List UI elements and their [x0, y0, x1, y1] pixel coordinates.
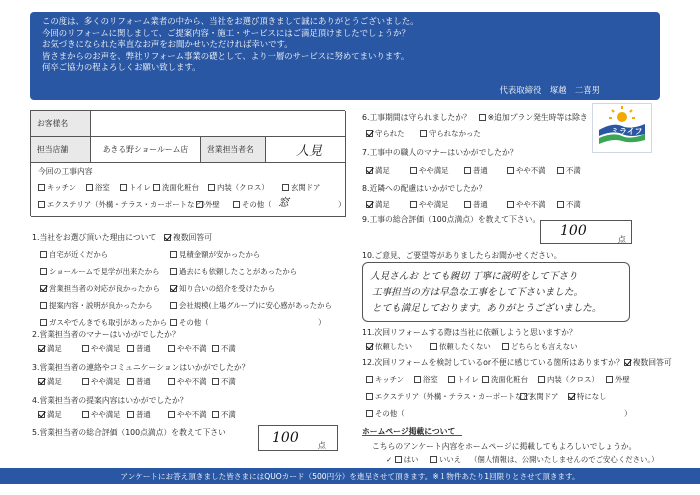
comment-line: 工事担当の方は早急な工事をして下さいました。: [372, 287, 584, 298]
q6-option[interactable]: 守られなかった: [420, 128, 481, 139]
store-value: あきる野ショールーム店: [91, 137, 201, 163]
q9-title: 9.工事の総合評価（100点満点）を教えて下さい。: [362, 215, 541, 224]
q11-option[interactable]: 依頼したい: [366, 341, 412, 352]
checkbox-icon[interactable]: [86, 184, 93, 191]
comment-line: 人見さんお とても親切 丁寧に説明をして下さり: [370, 271, 578, 282]
rep-label: 営業担当者名: [201, 137, 266, 163]
q3-option[interactable]: やや不満: [168, 376, 207, 387]
q7-option[interactable]: やや満足: [410, 165, 449, 176]
comment-line: とても満足しております。ありがとうございました。: [372, 303, 602, 314]
q9-score: 100: [560, 223, 587, 239]
q3-option[interactable]: やや満足: [82, 376, 121, 387]
work-option[interactable]: 内装（クロス）: [208, 182, 269, 193]
q12-option[interactable]: 外壁: [606, 374, 630, 385]
q8-title: 8.近隣への配慮はいかがでしたか？: [362, 184, 487, 193]
q7-title: 7.工事中の職人のマナーはいかがでしたか？: [362, 148, 518, 157]
q1-title: 1.当社をお選び頂いた理由について 複数回答可: [32, 233, 213, 242]
work-other-value: 窓: [278, 196, 289, 209]
work-option[interactable]: 外壁: [196, 199, 220, 210]
q12-option[interactable]: その他（: [366, 408, 405, 419]
store-label: 担当店舗: [31, 137, 91, 163]
rep-field[interactable]: [266, 137, 346, 163]
q1-option[interactable]: ショールームで見学が出来たから: [40, 266, 160, 277]
q12-title: 12.次回リフォームを検討しているor不便に感じている箇所はありますか？ 複数回答可: [362, 358, 672, 367]
q6-title: 6.工事期間は守られましたか？ ※追加プラン発生時等は除き: [362, 113, 588, 122]
q4-option[interactable]: 普通: [127, 409, 151, 420]
q8-option[interactable]: やや不満: [507, 199, 546, 210]
q6-option[interactable]: 守られた: [366, 128, 405, 139]
q5-score: 100: [272, 430, 299, 446]
q4-option[interactable]: 満足: [38, 409, 62, 420]
checkbox-icon[interactable]: [153, 184, 160, 191]
company-logo: [592, 103, 652, 153]
q1-option[interactable]: ガスやでんきでも取引があったから: [40, 317, 167, 328]
hp-no-option[interactable]: いいえ: [430, 454, 461, 465]
q7-option[interactable]: やや不満: [507, 165, 546, 176]
q3-option[interactable]: 満足: [38, 376, 62, 387]
greeting-line: 皆さまからのお声を、弊社リフォーム事業の礎として、より一層のサービスに努めてまいります。: [42, 50, 410, 61]
q8-option[interactable]: 不満: [557, 199, 581, 210]
q11-option[interactable]: どちらとも言えない: [502, 341, 578, 352]
greeting-banner: [30, 12, 660, 100]
greeting-line: 何卒ご協力の程よろしくお願い致します。: [42, 62, 201, 72]
hp-title: ホームページ掲載について: [362, 427, 456, 436]
hp-question: こちらのアンケート内容をホームページに掲載してもよろしいでしょうか。: [372, 442, 637, 451]
q11-title: 11.次回リフォームする際は当社に依頼しようと思いますか？: [362, 328, 577, 337]
q12-option[interactable]: エクステリア（外構・テラス・カーポートなど）: [366, 391, 537, 402]
checkbox-icon[interactable]: [38, 184, 45, 191]
q5-unit: 点: [318, 441, 326, 450]
q1-option[interactable]: 会社規模(上場グループ)に安心感があったから: [170, 300, 332, 311]
greeting-line: お気づきになられた率直なお声をお聞かせいただければ幸いです。: [42, 39, 293, 49]
customer-field[interactable]: [91, 111, 346, 137]
q1-option[interactable]: 提案内容・説明が良かったから: [40, 300, 152, 311]
q2-option[interactable]: 不満: [212, 343, 236, 354]
q4-title: 4.営業担当者の提案内容はいかがでしたか？: [32, 396, 188, 405]
q8-option[interactable]: 普通: [464, 199, 488, 210]
q12-option[interactable]: 洗面化粧台: [482, 374, 528, 385]
paren-close: ）: [624, 409, 632, 418]
work-title: 今回の工事内容: [38, 167, 93, 176]
q1-option[interactable]: 過去にも依頼したことがあったから: [170, 266, 297, 277]
q1-option[interactable]: 自宅が近くだから: [40, 249, 108, 260]
q2-option[interactable]: やや不満: [168, 343, 207, 354]
q4-option[interactable]: やや満足: [82, 409, 121, 420]
checkbox-icon[interactable]: [282, 184, 289, 191]
q10-title: 10.ご意見、ご要望等がありましたらお聞かせください。: [362, 251, 562, 260]
q3-option[interactable]: 普通: [127, 376, 151, 387]
q1-option[interactable]: 知り合いの紹介を受けたから: [170, 283, 275, 294]
footer-banner: アンケートにお答え頂きました皆さまにはQUOカード（500円分）を進呈させて頂きます。※１物件あたり1回限りとさせて頂きます。: [0, 468, 700, 484]
q4-option[interactable]: 不満: [212, 409, 236, 420]
q12-option[interactable]: 浴室: [414, 374, 438, 385]
rep-value: 人見: [296, 144, 323, 159]
checkbox-icon[interactable]: [120, 184, 127, 191]
q12-option[interactable]: トイレ: [448, 374, 479, 385]
q3-option[interactable]: 不満: [212, 376, 236, 387]
work-option[interactable]: その他（: [233, 199, 272, 210]
paren-close: ）: [318, 318, 326, 327]
q2-title: 2.営業担当者のマナーはいかがでしたか？: [32, 330, 180, 339]
q5-title: 5.営業担当者の総合評価（100点満点）を教えて下さい: [32, 428, 226, 437]
paren-close: ）: [338, 200, 346, 209]
work-option[interactable]: 洗面化粧台: [153, 182, 199, 193]
q1-option[interactable]: その他（: [170, 317, 209, 328]
q9-unit: 点: [618, 235, 626, 244]
work-option[interactable]: 玄関ドア: [282, 182, 320, 193]
q1-option[interactable]: 営業担当者の対応が良かったから: [40, 283, 160, 294]
checkbox-icon[interactable]: [196, 201, 203, 208]
greeting-line: この度は、多くのリフォーム業者の中から、当社をお選び頂きまして誠にありがとうございました。: [42, 16, 419, 26]
work-option[interactable]: キッチン: [38, 182, 76, 193]
checkbox-icon[interactable]: [38, 201, 45, 208]
q2-option[interactable]: 普通: [127, 343, 151, 354]
hp-title-underline: [362, 435, 462, 436]
hp-yes-option[interactable]: ✓ はい: [386, 455, 419, 464]
work-option[interactable]: 浴室: [86, 182, 110, 193]
checkbox-icon[interactable]: [233, 201, 240, 208]
check-mark-icon: ✓: [386, 455, 393, 464]
checkbox-icon: [164, 234, 171, 241]
q7-option[interactable]: 満足: [366, 165, 390, 176]
q12-option[interactable]: 内装（クロス）: [538, 374, 599, 385]
work-option[interactable]: エクステリア（外構・テラス・カーポートなど）: [38, 199, 209, 210]
q3-title: 3.営業担当者の連絡やコミュニケーションはいかがでしたか？: [32, 363, 250, 372]
q7-option[interactable]: 普通: [464, 165, 488, 176]
q11-option[interactable]: 依頼したくない: [430, 341, 491, 352]
q12-option[interactable]: キッチン: [366, 374, 404, 385]
q4-option[interactable]: やや不満: [168, 409, 207, 420]
q8-option[interactable]: やや満足: [410, 199, 449, 210]
signature: 代表取締役 塚越 二喜男: [499, 85, 600, 95]
logo-text: ミライフ: [611, 127, 643, 136]
q12-option[interactable]: 特になし: [568, 391, 607, 402]
q1-option[interactable]: 見積金額が安かったから: [170, 249, 260, 260]
greeting-line: 今回のリフォームに関しまして、ご提案内容・施工・サービスにはご満足頂けましたでしょうか？: [42, 27, 410, 38]
q8-option[interactable]: 満足: [366, 199, 390, 210]
hp-note: （個人情報は、公開いたしませんのでご安心ください。）: [470, 455, 659, 464]
q2-option[interactable]: やや満足: [82, 343, 121, 354]
customer-label: お客様名: [31, 111, 91, 137]
checkbox-icon[interactable]: [208, 184, 215, 191]
q2-option[interactable]: 満足: [38, 343, 62, 354]
q12-option[interactable]: 玄関ドア: [520, 391, 558, 402]
work-option[interactable]: トイレ: [120, 182, 151, 193]
q7-option[interactable]: 不満: [557, 165, 581, 176]
